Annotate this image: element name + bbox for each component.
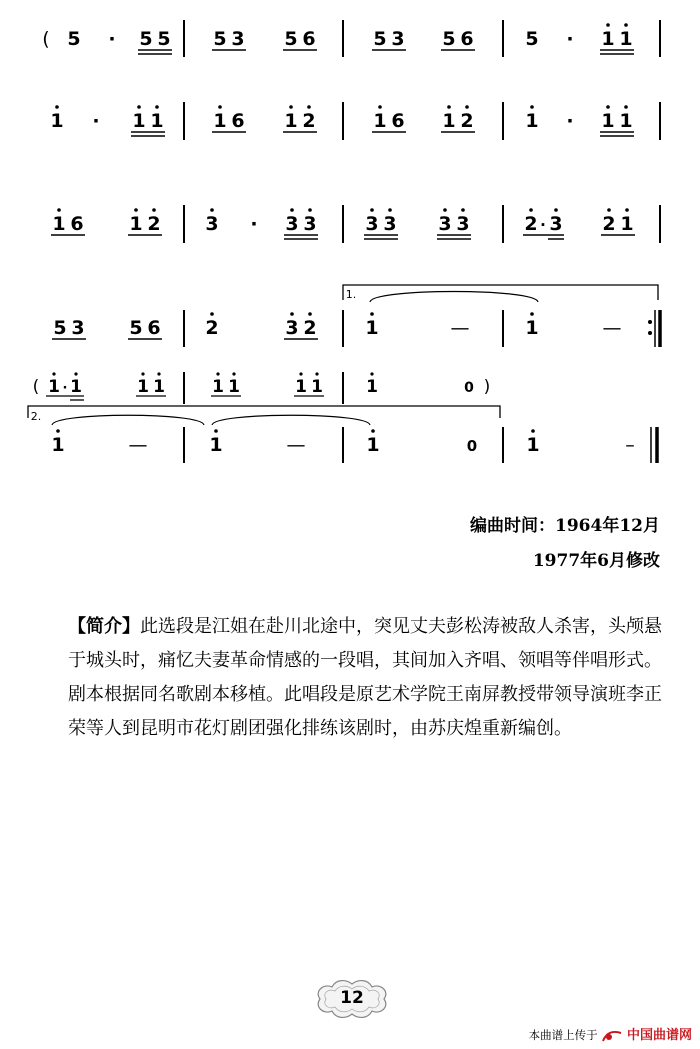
footer-watermark <box>529 1024 692 1043</box>
note: 1 <box>153 377 165 397</box>
note: 1 <box>620 213 634 235</box>
octave-dot <box>214 429 218 433</box>
note: 6 <box>302 28 316 50</box>
volta-label-1: 1. <box>345 288 357 301</box>
note: 1 <box>284 110 298 132</box>
note: 6 <box>70 213 84 235</box>
octave-dot <box>308 312 312 316</box>
note: 1 <box>601 28 615 50</box>
note: 1 <box>295 377 307 397</box>
octave-dot <box>52 372 55 375</box>
note: 6 <box>391 110 405 132</box>
octave-dot <box>606 105 610 109</box>
score-row-5 <box>33 372 491 404</box>
octave-dot <box>529 208 533 212</box>
octave-dot <box>315 372 318 375</box>
note: 5 <box>442 28 456 50</box>
note: 1 <box>212 377 224 397</box>
introduction-paragraph <box>68 610 668 746</box>
note: 2 <box>147 213 161 235</box>
octave-dot <box>447 105 451 109</box>
note: 2 <box>524 213 538 235</box>
note: 3 <box>205 213 219 235</box>
note: 1 <box>365 317 379 339</box>
octave-dot <box>530 312 534 316</box>
paren-open: ( <box>32 377 40 397</box>
octave-dot <box>218 105 222 109</box>
note: 1 <box>619 28 633 50</box>
site-logo-icon <box>601 1029 623 1043</box>
note: 5 <box>157 28 171 50</box>
octave-dot <box>607 208 611 212</box>
note: 1 <box>213 110 227 132</box>
note: 1 <box>601 110 615 132</box>
note: 2 <box>460 110 474 132</box>
note: 3 <box>71 317 85 339</box>
dot: · <box>62 381 68 396</box>
note: 1 <box>129 213 143 235</box>
dash: — <box>602 317 622 339</box>
octave-dot <box>290 208 294 212</box>
dot: · <box>108 28 116 50</box>
octave-dot <box>370 208 374 212</box>
octave-dot <box>155 105 159 109</box>
paren-close: ) <box>483 377 491 397</box>
page-number: 12 <box>340 988 364 1008</box>
octave-dot <box>625 208 629 212</box>
note: 6 <box>231 110 245 132</box>
note: 1 <box>70 377 82 397</box>
note: 2 <box>602 213 616 235</box>
note: 1 <box>442 110 456 132</box>
score-row-6 <box>28 406 657 463</box>
note: 1 <box>619 110 633 132</box>
octave-dot <box>152 208 156 212</box>
rest: 0 <box>466 437 478 455</box>
octave-dot <box>443 208 447 212</box>
note: 1 <box>50 110 64 132</box>
note: 1 <box>526 434 540 456</box>
note: 5 <box>139 28 153 50</box>
intro-text: 此选段是江姐在赴川北途中，突见丈夫彭松涛被敌人杀害，头颅悬于城头时，痛忆夫妻革命情感的一段唱，其间加入齐唱、领唱等伴唱形式。剧本根据同名歌剧本移植。此唱段是原艺术学院王南屏教授带领导演班李正荣等人到昆明市花灯剧团强化排练该剧时，由苏庆煌重新编创。 <box>68 616 662 739</box>
intro-heading: 【简介】 <box>68 616 140 637</box>
note: 1 <box>48 377 60 397</box>
note: 3 <box>383 213 397 235</box>
octave-dot <box>378 105 382 109</box>
note: 5 <box>284 28 298 50</box>
octave-dot <box>216 372 219 375</box>
octave-dot <box>371 429 375 433</box>
page-number-badge <box>312 977 392 1021</box>
octave-dot <box>137 105 141 109</box>
octave-dot <box>606 23 610 27</box>
octave-dot <box>624 105 628 109</box>
note: 5 <box>129 317 143 339</box>
octave-dot <box>465 105 469 109</box>
volta-label-2: 2. <box>30 410 42 423</box>
paren-open: ( <box>42 28 50 50</box>
rest: 0 <box>464 380 474 396</box>
note: 2 <box>303 317 317 339</box>
octave-dot <box>210 208 214 212</box>
footer-text: 本曲谱上传于 <box>528 1028 598 1042</box>
octave-dot <box>57 208 61 212</box>
dash: — <box>450 317 470 339</box>
note: 1 <box>525 110 539 132</box>
octave-dot <box>134 208 138 212</box>
note: 5 <box>213 28 227 50</box>
note: 1 <box>209 434 223 456</box>
octave-dot <box>530 105 534 109</box>
repeat-dot <box>648 331 652 335</box>
note: 1 <box>52 213 66 235</box>
octave-dot <box>56 429 60 433</box>
octave-dot <box>531 429 535 433</box>
note: 3 <box>549 213 563 235</box>
octave-dot <box>289 105 293 109</box>
octave-dot <box>554 208 558 212</box>
tie <box>370 292 538 303</box>
octave-dot <box>74 372 77 375</box>
note: 3 <box>285 317 299 339</box>
dash: — <box>128 434 148 456</box>
note: 3 <box>303 213 317 235</box>
octave-dot <box>624 23 628 27</box>
dash: – <box>625 434 635 456</box>
note: 5 <box>373 28 387 50</box>
tie <box>212 415 370 425</box>
octave-dot <box>55 105 59 109</box>
site-name[interactable]: 中国曲谱网 <box>626 1028 692 1043</box>
note: 1 <box>311 377 323 397</box>
revision-date: 1977年6月修改 <box>532 551 660 571</box>
dot: · <box>92 110 100 132</box>
repeat-dot <box>648 320 652 324</box>
dot: · <box>250 213 258 235</box>
octave-dot <box>299 372 302 375</box>
volta-bracket-1 <box>343 285 658 300</box>
compose-date: 编曲时间：1964年12月 <box>470 516 660 536</box>
note: 1 <box>366 434 380 456</box>
dash: — <box>286 434 306 456</box>
score-row-2 <box>50 102 660 140</box>
octave-dot <box>388 208 392 212</box>
note: 3 <box>285 213 299 235</box>
note: 6 <box>460 28 474 50</box>
note: 1 <box>525 317 539 339</box>
note: 1 <box>150 110 164 132</box>
tie <box>52 415 204 425</box>
octave-dot <box>461 208 465 212</box>
note: 2 <box>302 110 316 132</box>
note: 1 <box>132 110 146 132</box>
note: 1 <box>137 377 149 397</box>
octave-dot <box>290 312 294 316</box>
dot: · <box>540 216 546 234</box>
note: 1 <box>228 377 240 397</box>
note: 1 <box>366 377 378 397</box>
note: 5 <box>525 28 539 50</box>
octave-dot <box>370 312 374 316</box>
note: 2 <box>205 317 219 339</box>
score-row-4 <box>52 285 660 347</box>
note: 3 <box>365 213 379 235</box>
note: 5 <box>67 28 81 50</box>
score-row-1 <box>42 20 660 57</box>
octave-dot <box>141 372 144 375</box>
octave-dot <box>210 312 214 316</box>
octave-dot <box>307 105 311 109</box>
dot: · <box>566 110 574 132</box>
octave-dot <box>157 372 160 375</box>
octave-dot <box>370 372 373 375</box>
dot: · <box>566 28 574 50</box>
note: 5 <box>53 317 67 339</box>
octave-dot <box>308 208 312 212</box>
note: 3 <box>231 28 245 50</box>
note: 3 <box>456 213 470 235</box>
note: 3 <box>391 28 405 50</box>
note: 1 <box>373 110 387 132</box>
note: 3 <box>438 213 452 235</box>
score-row-3 <box>51 205 660 243</box>
note: 1 <box>51 434 65 456</box>
jianpu-score <box>0 0 700 480</box>
octave-dot <box>232 372 235 375</box>
note: 6 <box>147 317 161 339</box>
